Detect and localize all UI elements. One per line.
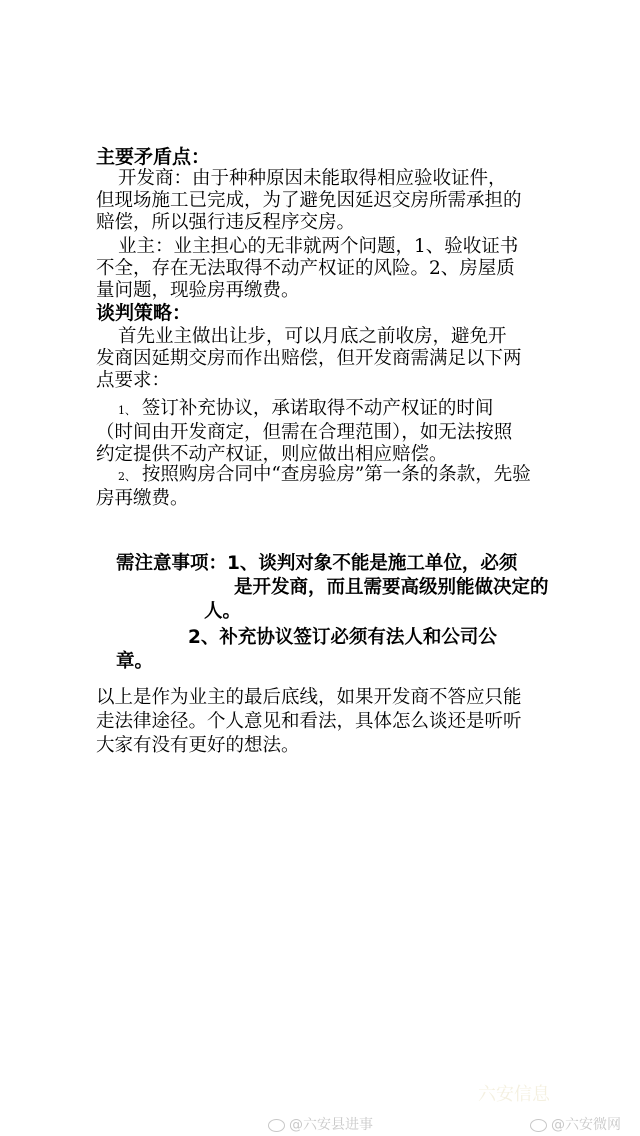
strategy-item-2-line-1: 2、 按照购房合同中“查房验房”第一条的条款，先验 [118,464,531,485]
strategy-item-2-number: 2、 [118,470,136,483]
notice-line-1: 需注意事项：1、谈判对象不能是施工单位，必须 [116,553,518,574]
notice-line-5: 章。 [116,651,154,672]
weibo-icon [268,1119,285,1132]
owner-line-1: 业主：业主担心的无非就两个问题，1、验收证书 [118,236,519,257]
stamp-watermark: 六安信息 [478,1084,550,1105]
owner-paragraph [96,236,556,302]
conflicts-title: 主要矛盾点： [96,146,211,168]
closing-line-1: 以上是作为业主的最后底线，如果开发商不答应只能 [96,687,522,708]
notice-block [116,552,556,674]
developer-line-2: 但现场施工已完成，为了避免因延迟交房所需承担的 [96,190,522,211]
strategy-item-1 [96,398,556,466]
owner-line-3: 量问题，现验房再缴费。 [96,280,300,301]
strategy-title: 谈判策略： [96,302,192,324]
strategy-intro-line-1: 首先业主做出让步，可以月底之前收房，避免开 [118,326,507,347]
strategy-item-1-number: 1、 [118,404,136,417]
developer-line-1: 开发商：由于种种原因未能取得相应验收证件， [118,168,507,189]
developer-line-3: 赔偿，所以强行违反程序交房。 [96,212,356,233]
strategy-intro-line-3: 点要求： [96,370,171,391]
notice-line-3: 人。 [204,601,242,622]
watermark-right: @六安微网 [530,1114,621,1134]
strategy-item-2 [96,464,556,510]
strategy-item-1-line-2: （时间由开发商定，但需在合理范围），如无法按照 [96,422,513,443]
strategy-intro [96,326,556,392]
strategy-item-1-line-3: 约定提供不动产权证，则应做出相应赔偿。 [96,444,448,465]
closing-line-3: 大家有没有更好的想法。 [96,735,300,756]
watermark-left: @六安县进事 [268,1114,373,1134]
strategy-item-2-line-2: 房再缴费。 [96,488,189,509]
strategy-item-1-line-1: 1、 签订补充协议，承诺取得不动产权证的时间 [118,398,494,419]
closing-line-2: 走法律途径。个人意见和看法，具体怎么谈还是听听 [96,711,522,732]
weibo-icon [530,1119,547,1132]
notice-line-2: 是开发商，而且需要高级别能做决定的 [234,577,549,598]
notice-line-4: 2、补充协议签订必须有法人和公司公 [188,627,497,648]
owner-line-2: 不全，存在无法取得不动产权证的风险。2、房屋质 [96,258,515,279]
closing-paragraph [96,686,556,758]
strategy-intro-line-2: 发商因延期交房而作出赔偿，但开发商需满足以下两 [96,348,522,369]
developer-paragraph [96,168,556,234]
